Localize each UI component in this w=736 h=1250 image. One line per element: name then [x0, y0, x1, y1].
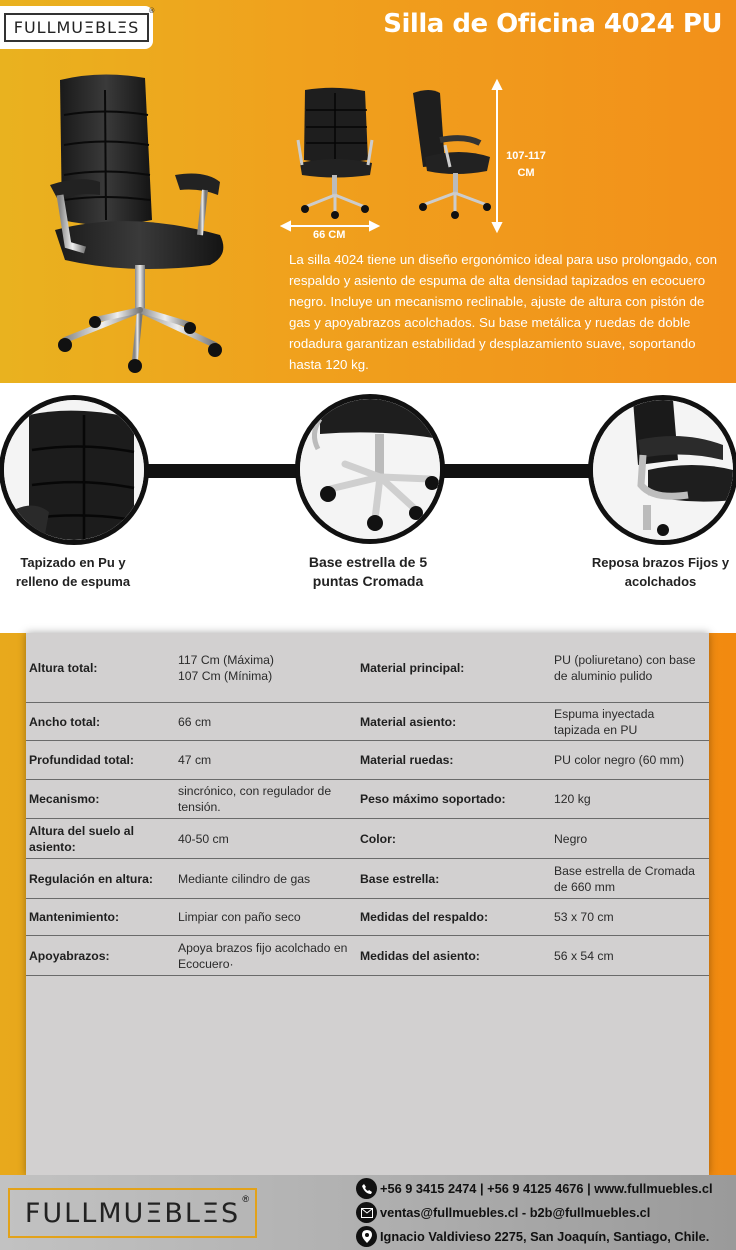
spec-label: Altura del suelo al asiento: — [29, 823, 134, 854]
feature-base-label: Base estrella de 5 puntas Cromada — [308, 554, 428, 589]
spec-value: sincrónico, con regulador de tensión. — [178, 784, 332, 814]
spec-value: 66 cm — [178, 714, 212, 729]
spec-label: Base estrella: — [360, 871, 440, 886]
footer-email[interactable]: ventas@fullmuebles.cl - b2b@fullmuebles.cl — [356, 1202, 650, 1223]
spec-value: 40-50 cm — [178, 831, 229, 846]
brand-logo[interactable]: FULLMUΞBLΞS ® — [0, 6, 153, 49]
spec-label: Mantenimiento: — [29, 910, 120, 924]
spec-label: Peso máximo soportado: — [360, 792, 506, 806]
spec-value: 56 x 54 cm — [554, 948, 614, 963]
spec-value: PU color negro (60 mm) — [554, 753, 685, 767]
connector-line-right — [435, 464, 595, 478]
connector-line-left — [145, 464, 305, 478]
spec-row — [26, 819, 709, 859]
spec-label: Altura total: — [29, 660, 98, 675]
spec-label: Mecanismo: — [29, 792, 100, 806]
spec-label: Medidas del respaldo: — [360, 910, 488, 924]
spec-label: Apoyabrazos: — [29, 948, 110, 963]
spec-row — [26, 741, 709, 780]
spec-value: Apoya brazos fijo acolchado en Ecocuero· — [178, 940, 348, 971]
spec-label: Material principal: — [360, 660, 465, 675]
footer-phone[interactable]: +56 9 3415 2474 | +56 9 4125 4676 | www.fullmuebles.cl — [356, 1178, 713, 1199]
spec-label: Color: — [360, 831, 396, 846]
features-section — [0, 383, 736, 633]
spec-label: Material ruedas: — [360, 753, 454, 767]
footer — [0, 1175, 736, 1250]
spec-value: 120 kg — [554, 792, 591, 806]
footer-brand-logo[interactable]: FULLMUΞBLΞS ® — [8, 1188, 257, 1238]
spec-value: 117 Cm (Máxima) 107 Cm (Mínima) — [178, 652, 274, 683]
product-title: Silla de Oficina 4024 PU — [383, 9, 722, 39]
feature-upholstery-label: Tapizado en Pu y relleno de espuma — [15, 555, 131, 589]
feature-upholstery-image — [0, 395, 149, 545]
specs-table — [26, 633, 709, 1175]
location-pin-icon — [356, 1226, 377, 1247]
spec-row — [26, 780, 709, 819]
spec-row — [26, 633, 709, 703]
feature-base-image — [295, 394, 445, 544]
dimension-arrows — [280, 78, 510, 238]
spec-value: PU (poliuretano) con base de aluminio pulido — [554, 652, 696, 683]
spec-label: Regulación en altura: — [29, 871, 153, 886]
spec-value: 53 x 70 cm — [554, 910, 614, 924]
height-dimension: 107-117 CM — [506, 150, 546, 179]
spec-value: Espuma inyectada tapizada en PU — [554, 706, 655, 737]
spec-value: 47 cm — [178, 753, 212, 767]
chair-main-image — [40, 70, 240, 380]
spec-label: Medidas del asiento: — [360, 948, 480, 963]
spec-row — [26, 703, 709, 741]
spec-value: Negro — [554, 831, 588, 846]
spec-value: Base estrella de Cromada de 660 mm — [554, 863, 695, 894]
footer-address[interactable]: Ignacio Valdivieso 2275, San Joaquín, Santiago, Chile. — [356, 1226, 709, 1247]
mail-icon — [356, 1202, 377, 1223]
spec-value: Mediante cilindro de gas — [178, 871, 311, 886]
hero-section — [0, 0, 736, 383]
spec-label: Ancho total: — [29, 714, 101, 729]
specs-section — [0, 633, 736, 1175]
spec-value: Limpiar con paño seco — [178, 910, 301, 924]
product-description: La silla 4024 tiene un diseño ergonómico ideal para uso prolongado, con respaldo y asiento de espuma de alta densidad tapizados en ecocuero negro. Incluye un mecanismo reclinable, ajuste de altura con pistón de gas y apoyabrazos acolchados. Su base metálica y ruedas de doble rodadura garantizan estabilidad y desplazamiento suave, soportando hasta 120 kg. — [289, 252, 718, 372]
spec-row — [26, 859, 709, 899]
spec-row — [26, 936, 709, 976]
phone-icon — [356, 1178, 377, 1199]
spec-label: Profundidad total: — [29, 753, 134, 767]
feature-armrest-label: Reposa brazos Fijos y acolchados — [591, 555, 730, 589]
spec-label: Material asiento: — [360, 714, 457, 729]
spec-row — [26, 899, 709, 936]
width-dimension: 66 CM — [313, 229, 346, 241]
feature-armrest-image — [588, 395, 736, 545]
